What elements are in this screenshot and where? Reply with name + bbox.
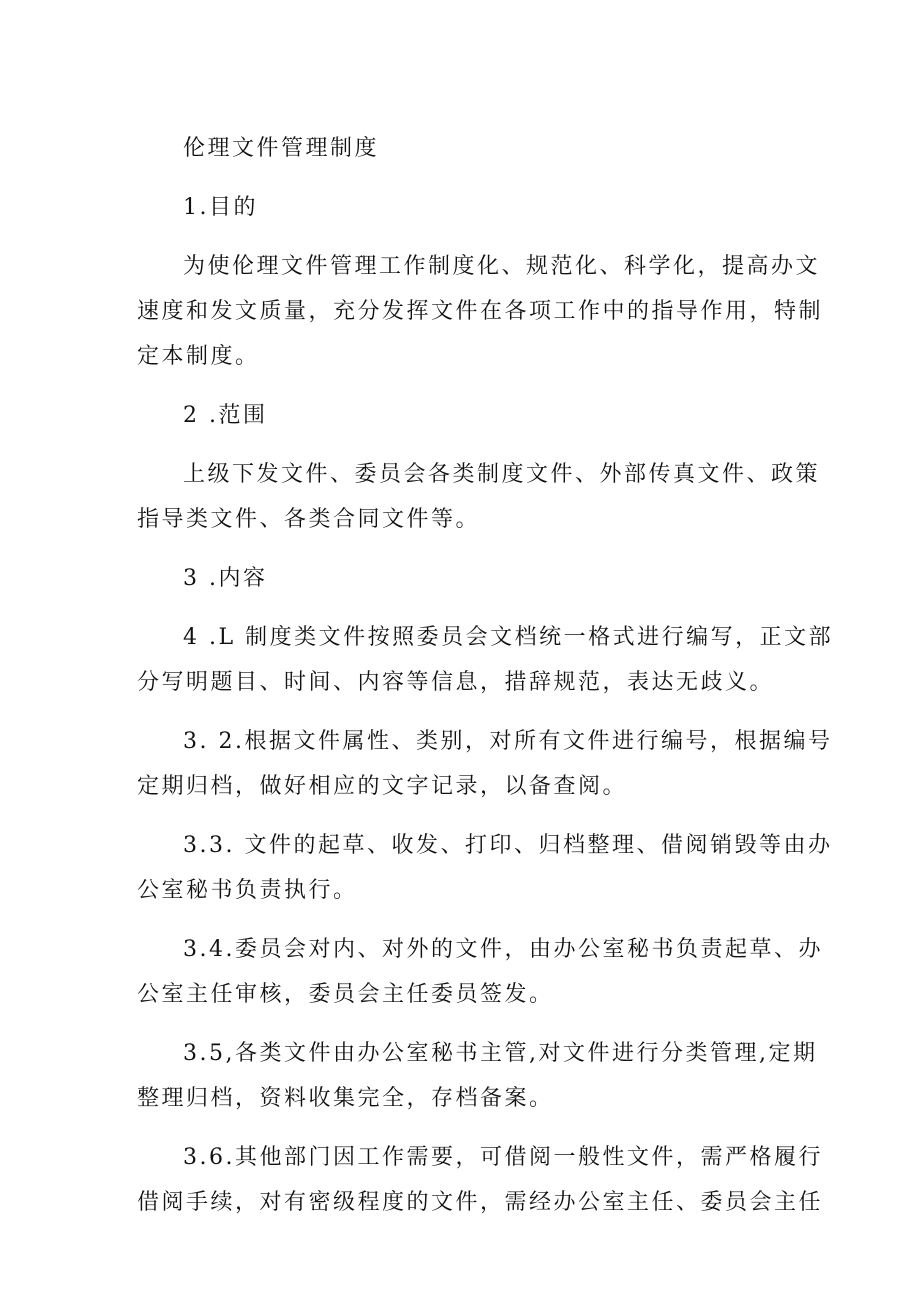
paragraph-line: 借阅手续，对有密级程度的文件，需经办公室主任、委员会主任 xyxy=(137,1190,824,1215)
paragraph-line: 定本制度。 xyxy=(137,344,260,369)
paragraph-line: 分写明题目、时间、内容等信息，措辞规范，表达无歧义。 xyxy=(137,670,775,695)
paragraph-line: 4 .L 制度类文件按照委员会文档统一格式进行编写，正文部 xyxy=(183,625,834,650)
paragraph-line: 公室秘书负责执行。 xyxy=(137,878,358,903)
paragraph-line: 3.5,各类文件由办公室秘书主管,对文件进行分类管理,定期 xyxy=(183,1041,818,1066)
paragraph-line: 定期归档，做好相应的文字记录，以备查阅。 xyxy=(137,774,628,799)
paragraph-line: 3.4.委员会对内、对外的文件，由办公室秘书负责起草、办 xyxy=(183,937,823,962)
paragraph-line: 整理归档，资料收集完全，存档备案。 xyxy=(137,1086,554,1111)
paragraph-line: 3.3. 文件的起草、收发、打印、归档整理、借阅销毁等由办 xyxy=(183,833,833,858)
paragraph-line: 3.6.其他部门因工作需要，可借阅一般性文件，需严格履行 xyxy=(183,1145,823,1170)
document-body xyxy=(137,126,834,1225)
section-heading-content: 3 .内容 xyxy=(183,566,268,591)
paragraph-line: 为使伦理文件管理工作制度化、规范化、科学化，提高办文 xyxy=(183,254,821,279)
paragraph-line: 公室主任审核，委员会主任委员签发。 xyxy=(137,982,554,1007)
document-title: 伦理文件管理制度 xyxy=(183,136,380,161)
paragraph-line: 3. 2.根据文件属性、类别，对所有文件进行编号，根据编号 xyxy=(183,729,833,754)
section-heading-scope: 2 .范围 xyxy=(183,403,268,428)
paragraph-line: 指导类文件、各类合同文件等。 xyxy=(137,507,481,532)
section-heading-purpose: 1.目的 xyxy=(183,195,258,220)
paragraph-line: 上级下发文件、委员会各类制度文件、外部传真文件、政策 xyxy=(183,462,821,487)
paragraph-line: 速度和发文质量，充分发挥文件在各项工作中的指导作用，特制 xyxy=(137,299,824,324)
